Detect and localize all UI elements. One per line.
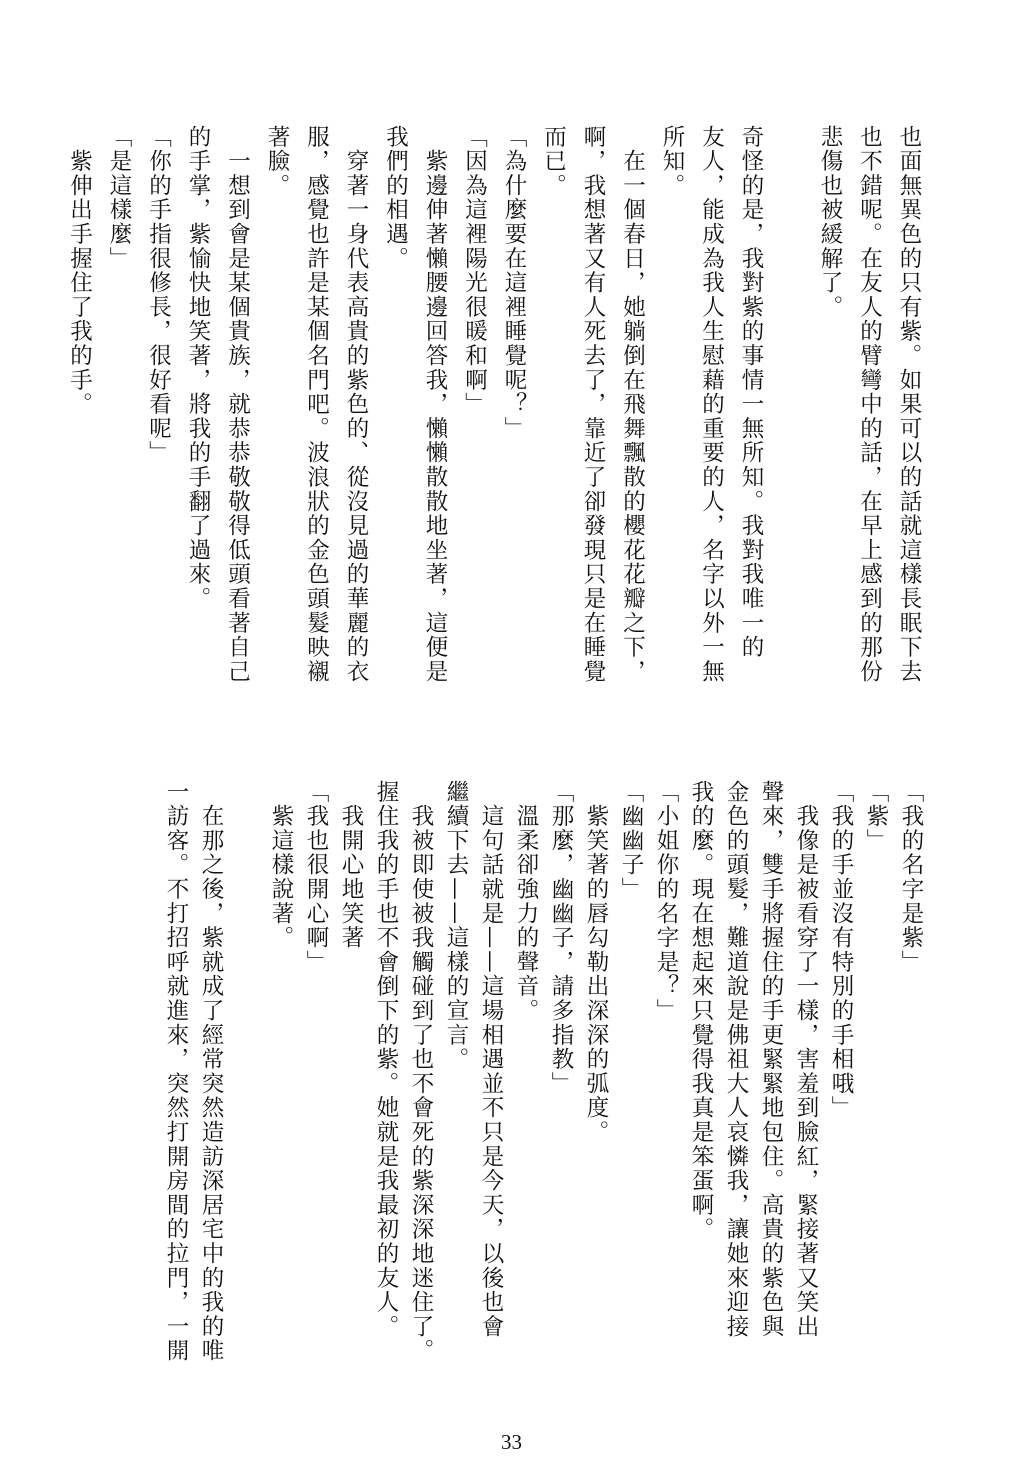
text-line: 我像是被看穿了一樣，害羞到臉紅，緊接著又笑出 [793, 780, 819, 1339]
text-line: 「我的手並沒有特別的手相哦」 [828, 780, 854, 1121]
text-line: 繼續下去——這樣的宣言。 [443, 780, 469, 1072]
text-line: 「我的名字是紫」 [898, 780, 924, 975]
text-line: 悲傷也被緩解了。 [817, 125, 843, 320]
text-line: 紫伸出手握住了我的手。 [66, 125, 93, 417]
text-line: 著臉。 [264, 125, 290, 198]
text-line: 在那之後，紫就成了經常突然造訪深居宅中的我的唯 [198, 780, 224, 1364]
text-line: 的手掌，紫愉快地笑著，將我的手翻了過來。 [185, 125, 211, 611]
text-line: 我被即使被我觸碰到了也不會死的紫深深地迷住了。 [408, 780, 434, 1364]
text-line: 「那麼，幽幽子，請多指教」 [548, 780, 574, 1096]
text-line: 這句話就是——這場相遇並不只是今天，以後也會 [478, 780, 504, 1339]
page-number: 33 [501, 1430, 522, 1454]
text-line: 「為什麼要在這裡睡覺呢？」 [501, 125, 527, 441]
text-line: 所知。 [659, 125, 685, 198]
text-line: 穿著一身代表高貴的紫色的、從沒見過的華麗的衣 [343, 125, 369, 684]
text-line: 紫這樣說著。 [268, 780, 294, 951]
text-line: 奇怪的是，我對紫的事情一無所知。我對我唯一的 [738, 125, 764, 660]
text-line: 也不錯呢。在友人的臂彎中的話，在早上感到的那份 [856, 125, 883, 684]
text-line: 握住我的手也不會倒下的紫。她就是我最初的友人。 [373, 780, 399, 1339]
text-line: 啊，我想著又有人死去了，靠近了卻發現只是在睡覺 [580, 125, 606, 684]
text-line: 「幽幽子」 [618, 780, 644, 902]
text-block-top [66, 125, 928, 735]
text-line: 在一個春日，她躺倒在飛舞飄散的櫻花花瓣之下， [619, 125, 646, 684]
text-block-bottom [128, 780, 928, 1400]
text-line: 金色的頭髮，難道說是佛祖大人哀憐我，讓她來迎接 [723, 780, 749, 1339]
text-line: 紫笑著的唇勾勒出深深的弧度。 [583, 780, 609, 1145]
text-line: 一訪客。不打招呼就進來，突然打開房間的拉門，一開 [163, 780, 189, 1364]
text-line: 「我也很開心啊」 [303, 780, 329, 975]
text-line: 紫邊伸著懶腰邊回答我，懶懶散散地坐著，這便是 [422, 125, 448, 684]
text-line: 服，感覺也許是某個名門吧。波浪狀的金色頭髮映襯 [303, 125, 330, 684]
text-line: 溫柔卻強力的聲音。 [513, 780, 539, 1023]
text-line: 「紫」 [863, 780, 889, 853]
text-line [770, 125, 810, 735]
text-line: 我開心地笑著 [338, 780, 364, 951]
text-line: 我的麼。現在想起來只覺得我真是笨蛋啊。 [688, 780, 714, 1242]
text-line: 聲來，雙手將握住的手更緊緊地包住。高貴的紫色與 [758, 780, 784, 1339]
text-line: 「因為這裡陽光很暖和啊」 [461, 125, 488, 417]
text-line: 友人，能成為我人生慰藉的重要的人，名字以外一無 [698, 125, 725, 684]
text-line: 「小姐你的名字是？」 [653, 780, 679, 1023]
text-line: 我們的相遇。 [382, 125, 409, 271]
text-line: 「你的手指很修長，很好看呢」 [145, 125, 172, 466]
text-line: 而已。 [540, 125, 567, 198]
text-line: 「是這樣麼」 [106, 125, 132, 271]
text-line [228, 780, 263, 1400]
text-line: 一想到會是某個貴族，就恭恭敬敬得低頭看著自己 [224, 125, 251, 684]
text-line: 也面無異色的只有紫。如果可以的話就這樣長眠下去 [896, 125, 922, 684]
